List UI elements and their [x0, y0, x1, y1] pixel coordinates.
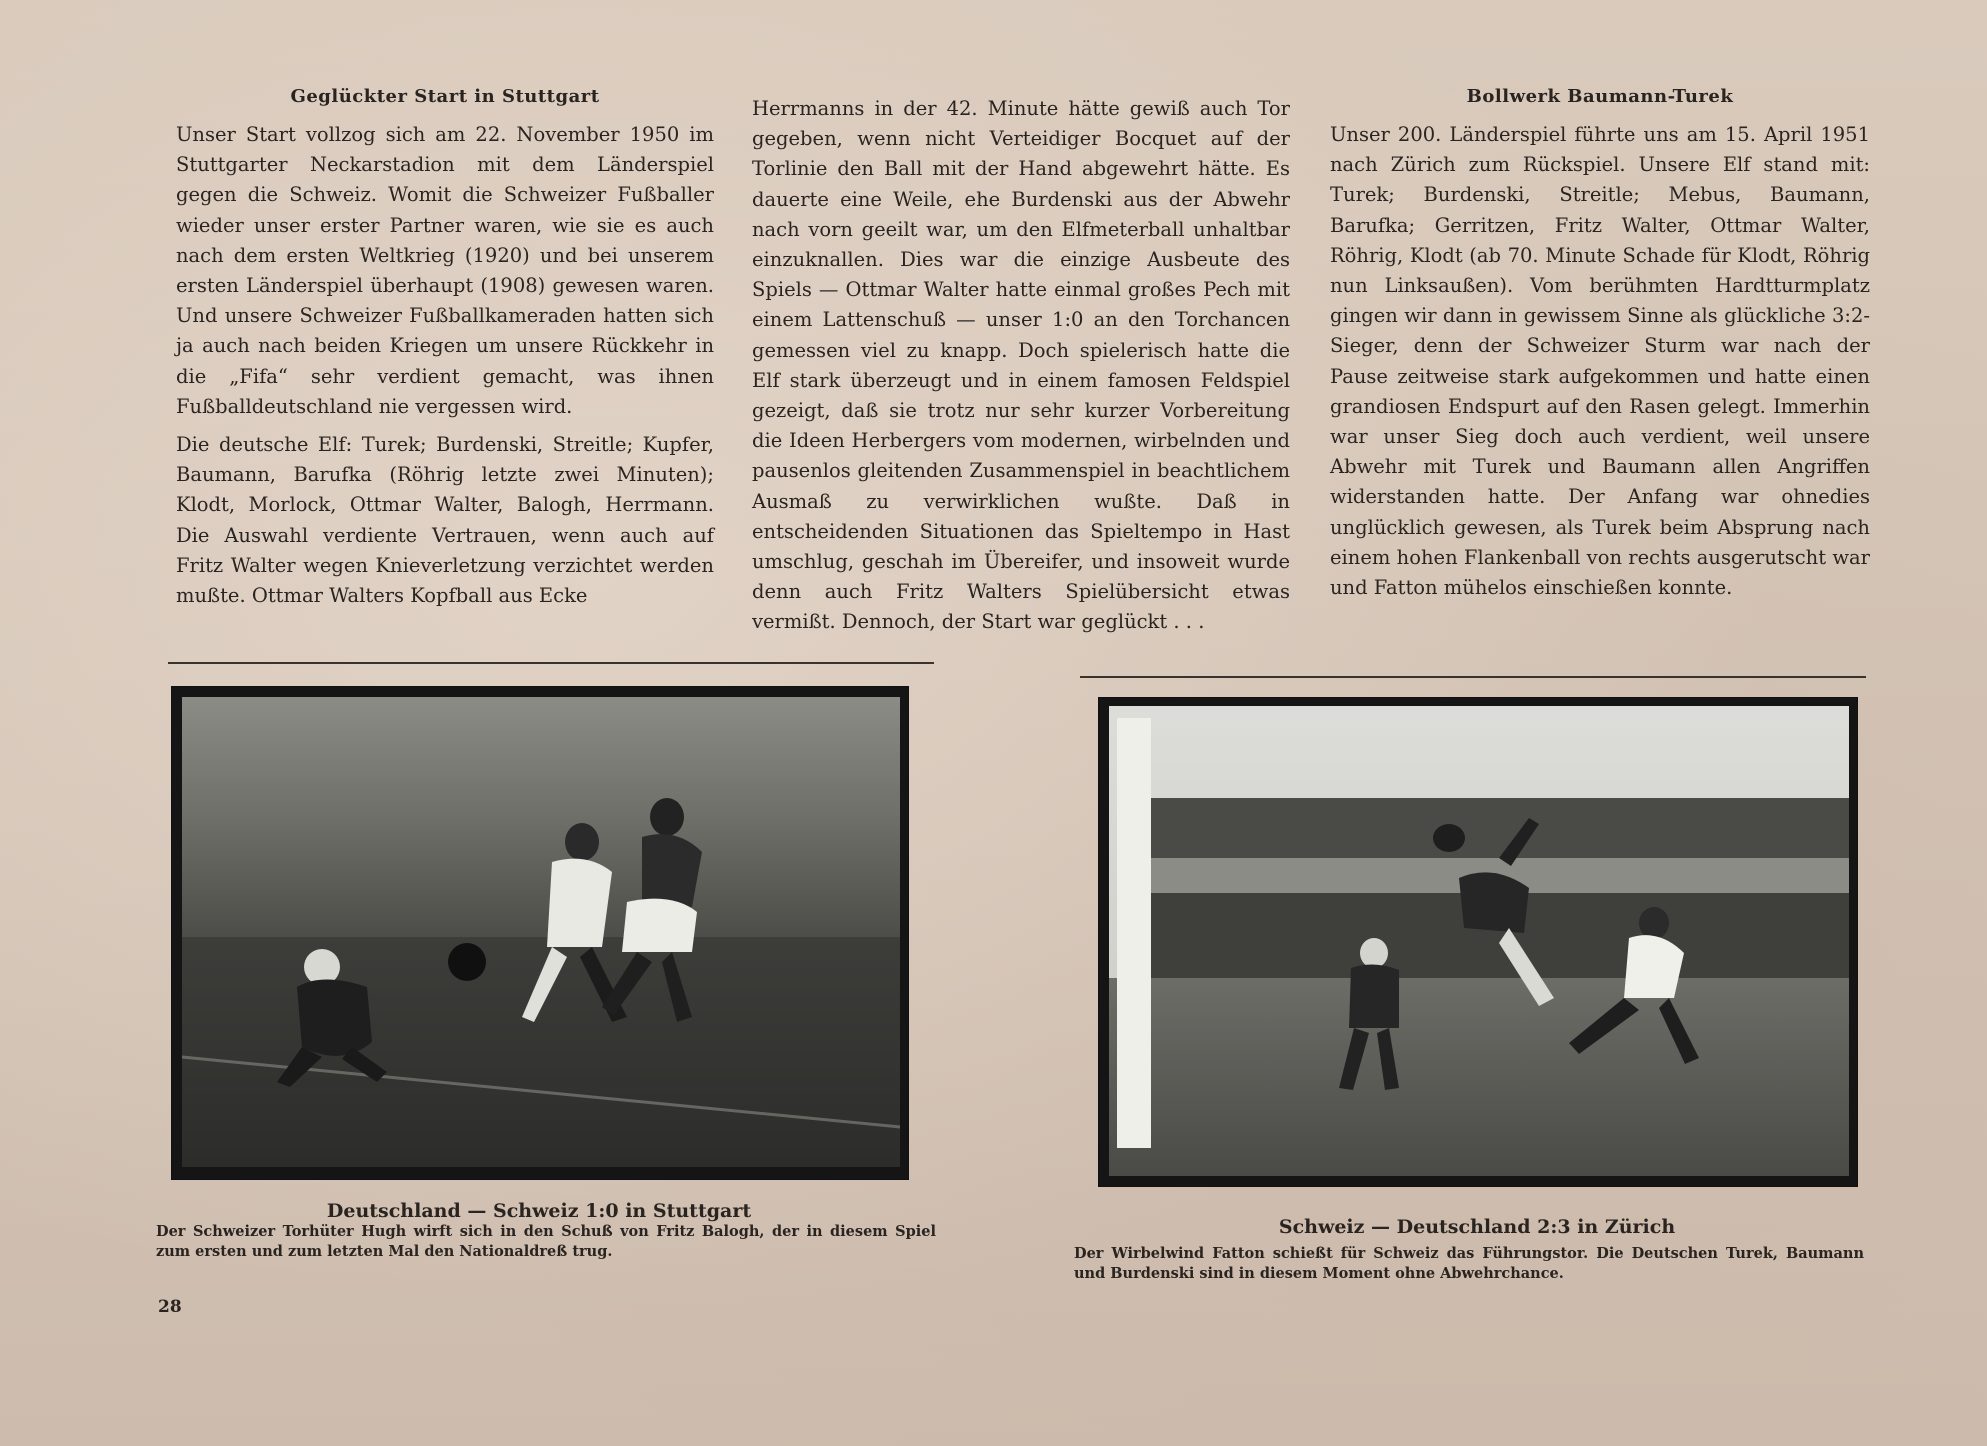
page-number: 28: [158, 1297, 182, 1317]
photo-1-caption: Der Schweizer Torhüter Hugh wirft sich in den Schuß von Fritz Balogh, der in diesem Spiel zum ersten und zum letzten Mal den Nationaldreß trug.: [156, 1223, 936, 1260]
photo-2-caption: Der Wirbelwind Fatton schießt für Schweiz das Führungstor. Die Deutschen Turek, Baumann und Burdenski sind in diesem Moment ohne Abwehrchance.: [1074, 1245, 1864, 1282]
photo-stuttgart-match: [171, 686, 909, 1180]
photo-zurich-image: [1099, 698, 1857, 1186]
photo-2-frame-line: [1080, 676, 1866, 678]
right-column-heading: Bollwerk Baumann-Turek: [1466, 86, 1734, 107]
middle-column: [752, 94, 1290, 638]
left-paragraph-2: Die deutsche Elf: Turek; Burdenski, Streitle; Kupfer, Baumann, Barufka (Röhrig letzte zwei Minuten); Klodt, Morlock, Ottmar Walter, Balogh, Herrmann. Die Auswahl verdiente Vertrauen, wenn auch auf Fritz Walter wegen Knieverletzung verzichtet werden mußte. Ottmar Walters Kopfball aus Ecke: [176, 433, 714, 608]
photo-1-title: Deutschland — Schweiz 1:0 in Stuttgart: [326, 1200, 752, 1222]
left-paragraph-1: Unser Start vollzog sich am 22. November 1950 im Stuttgarter Neckarstadion mit dem Länderspiel gegen die Schweiz. Womit die Schweizer Fußballer wieder unser erster Partner waren, wie sie es auch nach dem ersten Weltkrieg (1920) und bei unserem ersten Länderspiel überhaupt (1908) gewesen waren. Und unsere Schweizer Fußballkameraden hatten sich ja auch nach beiden Kriegen um unsere Rückkehr in die „Fifa“ sehr verdient gemacht, was ihnen Fußballdeutschland nie vergessen wird.: [176, 123, 714, 418]
photo-1-frame-line: [168, 662, 934, 664]
left-column-heading: Geglückter Start in Stuttgart: [290, 86, 600, 107]
photo-2-title: Schweiz — Deutschland 2:3 in Zürich: [1278, 1216, 1676, 1238]
left-column: [176, 86, 714, 611]
right-paragraph: Unser 200. Länderspiel führte uns am 15. April 1951 nach Zürich zum Rückspiel. Unsere Elf stand mit: Turek; Burdenski, Streitle; Mebus, Baumann, Barufka; Gerritzen, Fritz Walter, Ottmar Walter, Röhrig, Klodt (ab 70. Minute Schade für Klodt, Röhrig nun Linksaußen). Vom berühmten Hardtturmplatz gingen wir dann in gewissem Sinne als glückliche 3:2-Sieger, denn der Schweizer Sturm war nach der Pause zeitweise stark aufgekommen und hatte einen grandiosen Endspurt auf den Rasen gelegt. Immerhin war unser Sieg doch auch verdient, weil unsere Abwehr mit Turek und Baumann allen Angriffen widerstanden hatte. Der Anfang war ohnedies unglücklich gewesen, als Turek beim Absprung nach einem hohen Flankenball von rechts ausgerutscht war und Fatton mühelos einschießen konnte.: [1330, 123, 1870, 600]
middle-paragraph: Herrmanns in der 42. Minute hätte gewiß auch Tor gegeben, wenn nicht Verteidiger Bocquet auf der Torlinie den Ball mit der Hand abgewehrt hätte. Es dauerte eine Weile, ehe Burdenski aus der Abwehr nach vorn geeilt war, um den Elfmeterball unhaltbar einzuknallen. Dies war die einzige Ausbeute des Spiels — Ottmar Walter hatte einmal großes Pech mit einem Lattenschuß — unser 1:0 an den Torchancen gemessen viel zu knapp. Doch spielerisch hatte die Elf stark überzeugt und in einem famosen Feldspiel gezeigt, daß sie trotz nur sehr kurzer Vorbereitung die Ideen Herbergers vom modernen, wirbelnden und pausenlos gleitenden Zusammenspiel in beachtlichem Ausmaß zu verwirklichen wußte. Daß in entscheidenden Situationen das Spieltempo in Hast umschlug, geschah im Übereifer, und insoweit wurde denn auch Fritz Walters Spielübersicht etwas vermißt. Dennoch, der Start war geglückt . . .: [752, 97, 1290, 634]
photo-stuttgart-image: [172, 687, 908, 1179]
photo-zurich-match: [1098, 697, 1858, 1187]
right-column: [1330, 86, 1870, 603]
